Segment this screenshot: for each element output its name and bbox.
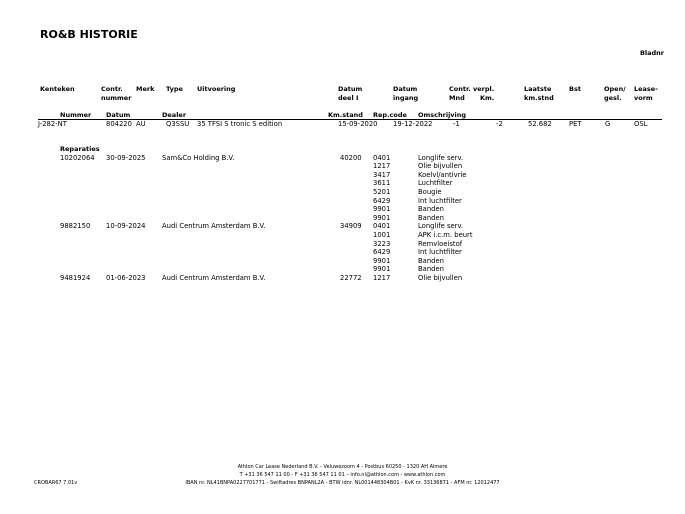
repair-omschrijving: Banden	[418, 205, 444, 214]
vehicle-laatste-km: 52.682	[528, 120, 552, 128]
header-bst: Bst	[569, 85, 581, 93]
repair-code: 0401	[373, 222, 391, 231]
repair-code: 0401	[373, 153, 391, 162]
vehicle-merk: AU	[136, 120, 146, 128]
header-omschrijving: Omschrijving	[418, 111, 467, 119]
header-kenteken: Kenteken	[40, 85, 75, 93]
repair-code: 9901	[373, 256, 391, 265]
header-contr-verpl: Contr. verpl.	[449, 85, 495, 93]
repair-nummer: 9481924	[60, 273, 91, 282]
repair-datum: 30-09-2025	[106, 153, 146, 162]
vehicle-bst: PET	[569, 120, 582, 128]
repair-code: 1001	[373, 230, 391, 239]
header-datum: Datum	[106, 111, 131, 119]
repair-omschrijving: Longlife serv.	[418, 222, 464, 231]
repair-km-stand: 22772	[340, 273, 362, 282]
repair-nummer: 9882150	[60, 222, 91, 231]
page-title: RO&B HISTORIE	[40, 28, 138, 41]
footer-contact: T +31 36 547 11 00 - F +31 36 547 11 01 – info.nl@athlon.com - www.athlon.com	[239, 472, 446, 478]
vehicle-mnd: -1	[453, 120, 460, 128]
repair-datum: 10-09-2024	[106, 222, 146, 231]
repair-omschrijving: Bougie	[418, 187, 442, 196]
repair-code: 3417	[373, 170, 391, 179]
repair-code: 5201	[373, 187, 391, 196]
footer-address: Athlon Car Lease Nederland B.V. - Veluwezoom 4 - Postbus 60250 - 1320 AH Almere	[237, 464, 448, 470]
repair-code: 1217	[373, 273, 391, 282]
repair-km-stand: 34909	[340, 222, 362, 231]
vehicle-uitvoering: 35 TFSI S tronic S edition	[197, 120, 283, 128]
repair-omschrijving: Olie bijvullen	[418, 162, 463, 171]
header-merk: Merk	[136, 85, 155, 93]
repair-code: 6429	[373, 196, 391, 205]
header-datum-ingang: Datum ingang	[393, 85, 419, 102]
vehicle-km: -2	[496, 120, 503, 128]
repair-datum: 01-06-2023	[106, 273, 146, 282]
header-laatste-km: Laatste km.stnd	[524, 85, 554, 102]
vehicle-leasevorm: OSL	[634, 120, 648, 128]
vehicle-type: Q3SSU	[166, 120, 190, 128]
repair-code: 9901	[373, 213, 391, 222]
page-number-label: Bladnr	[639, 49, 664, 57]
header-open-gesl: Open/ gesl.	[604, 85, 626, 102]
repair-omschrijving: Olie bijvullen	[418, 273, 463, 282]
header-type: Type	[166, 85, 183, 93]
repair-code: 9901	[373, 265, 391, 274]
repair-code: 6429	[373, 248, 391, 257]
repair-omschrijving: Koelvl/antivrie	[418, 170, 467, 179]
header-datum-deel-i: Datum deel I	[338, 85, 363, 102]
repair-omschrijving: Banden	[418, 265, 444, 274]
header-km: Km.	[480, 94, 495, 102]
vehicle-datum-ingang: 19-12-2022	[393, 120, 433, 128]
repair-omschrijving: Banden	[418, 213, 444, 222]
header-mnd: Mnd	[449, 94, 465, 102]
repair-dealer: Audi Centrum Amsterdam B.V.	[162, 273, 266, 282]
header-rep-code: Rep.code	[373, 111, 407, 119]
repair-code: 3223	[373, 239, 391, 248]
form-code: CROBAR67 7.01v	[34, 480, 78, 486]
header-contr-nummer: Contr. nummer	[101, 85, 132, 102]
repair-dealer: Audi Centrum Amsterdam B.V.	[162, 222, 266, 231]
header-leasevorm: Lease- vorm	[634, 85, 658, 102]
repair-omschrijving: Int luchtfilter	[418, 248, 462, 257]
reparaties-label: Reparaties	[60, 145, 100, 153]
repair-code: 1217	[373, 162, 391, 171]
repair-code: 3611	[373, 179, 391, 188]
repair-omschrijving: APK i.c.m. beurt	[418, 230, 473, 239]
header-nummer: Nummer	[60, 111, 92, 119]
vehicle-datum-deel-i: 15-09-2020	[338, 120, 378, 128]
vehicle-open-gesl: G	[605, 120, 611, 128]
vehicle-kenteken: J-282-NT	[38, 120, 67, 128]
repair-omschrijving: Banden	[418, 256, 444, 265]
repair-omschrijving: Int luchtfilter	[418, 196, 462, 205]
header-uitvoering: Uitvoering	[197, 85, 236, 93]
repair-km-stand: 40200	[340, 153, 362, 162]
repair-omschrijving: Remvloeistof	[418, 239, 463, 248]
vehicle-contract: 804220	[106, 120, 132, 128]
header-km-stand: Km.stand	[328, 111, 363, 119]
repair-omschrijving: Longlife serv.	[418, 153, 464, 162]
repair-nummer: 10202064	[60, 153, 95, 162]
repair-omschrijving: Luchtfilter	[418, 179, 453, 188]
footer-bank: IBAN nr. NL41BNPA0227701771 - Swiftadres BNPANL2A - BTW idnr. NL001448304B01 - KvK nr. 33136871 - AFM nr. 12012477	[185, 480, 500, 486]
repair-dealer: Sam&Co Holding B.V.	[162, 153, 235, 162]
header-dealer: Dealer	[162, 111, 187, 119]
repair-code: 9901	[373, 205, 391, 214]
